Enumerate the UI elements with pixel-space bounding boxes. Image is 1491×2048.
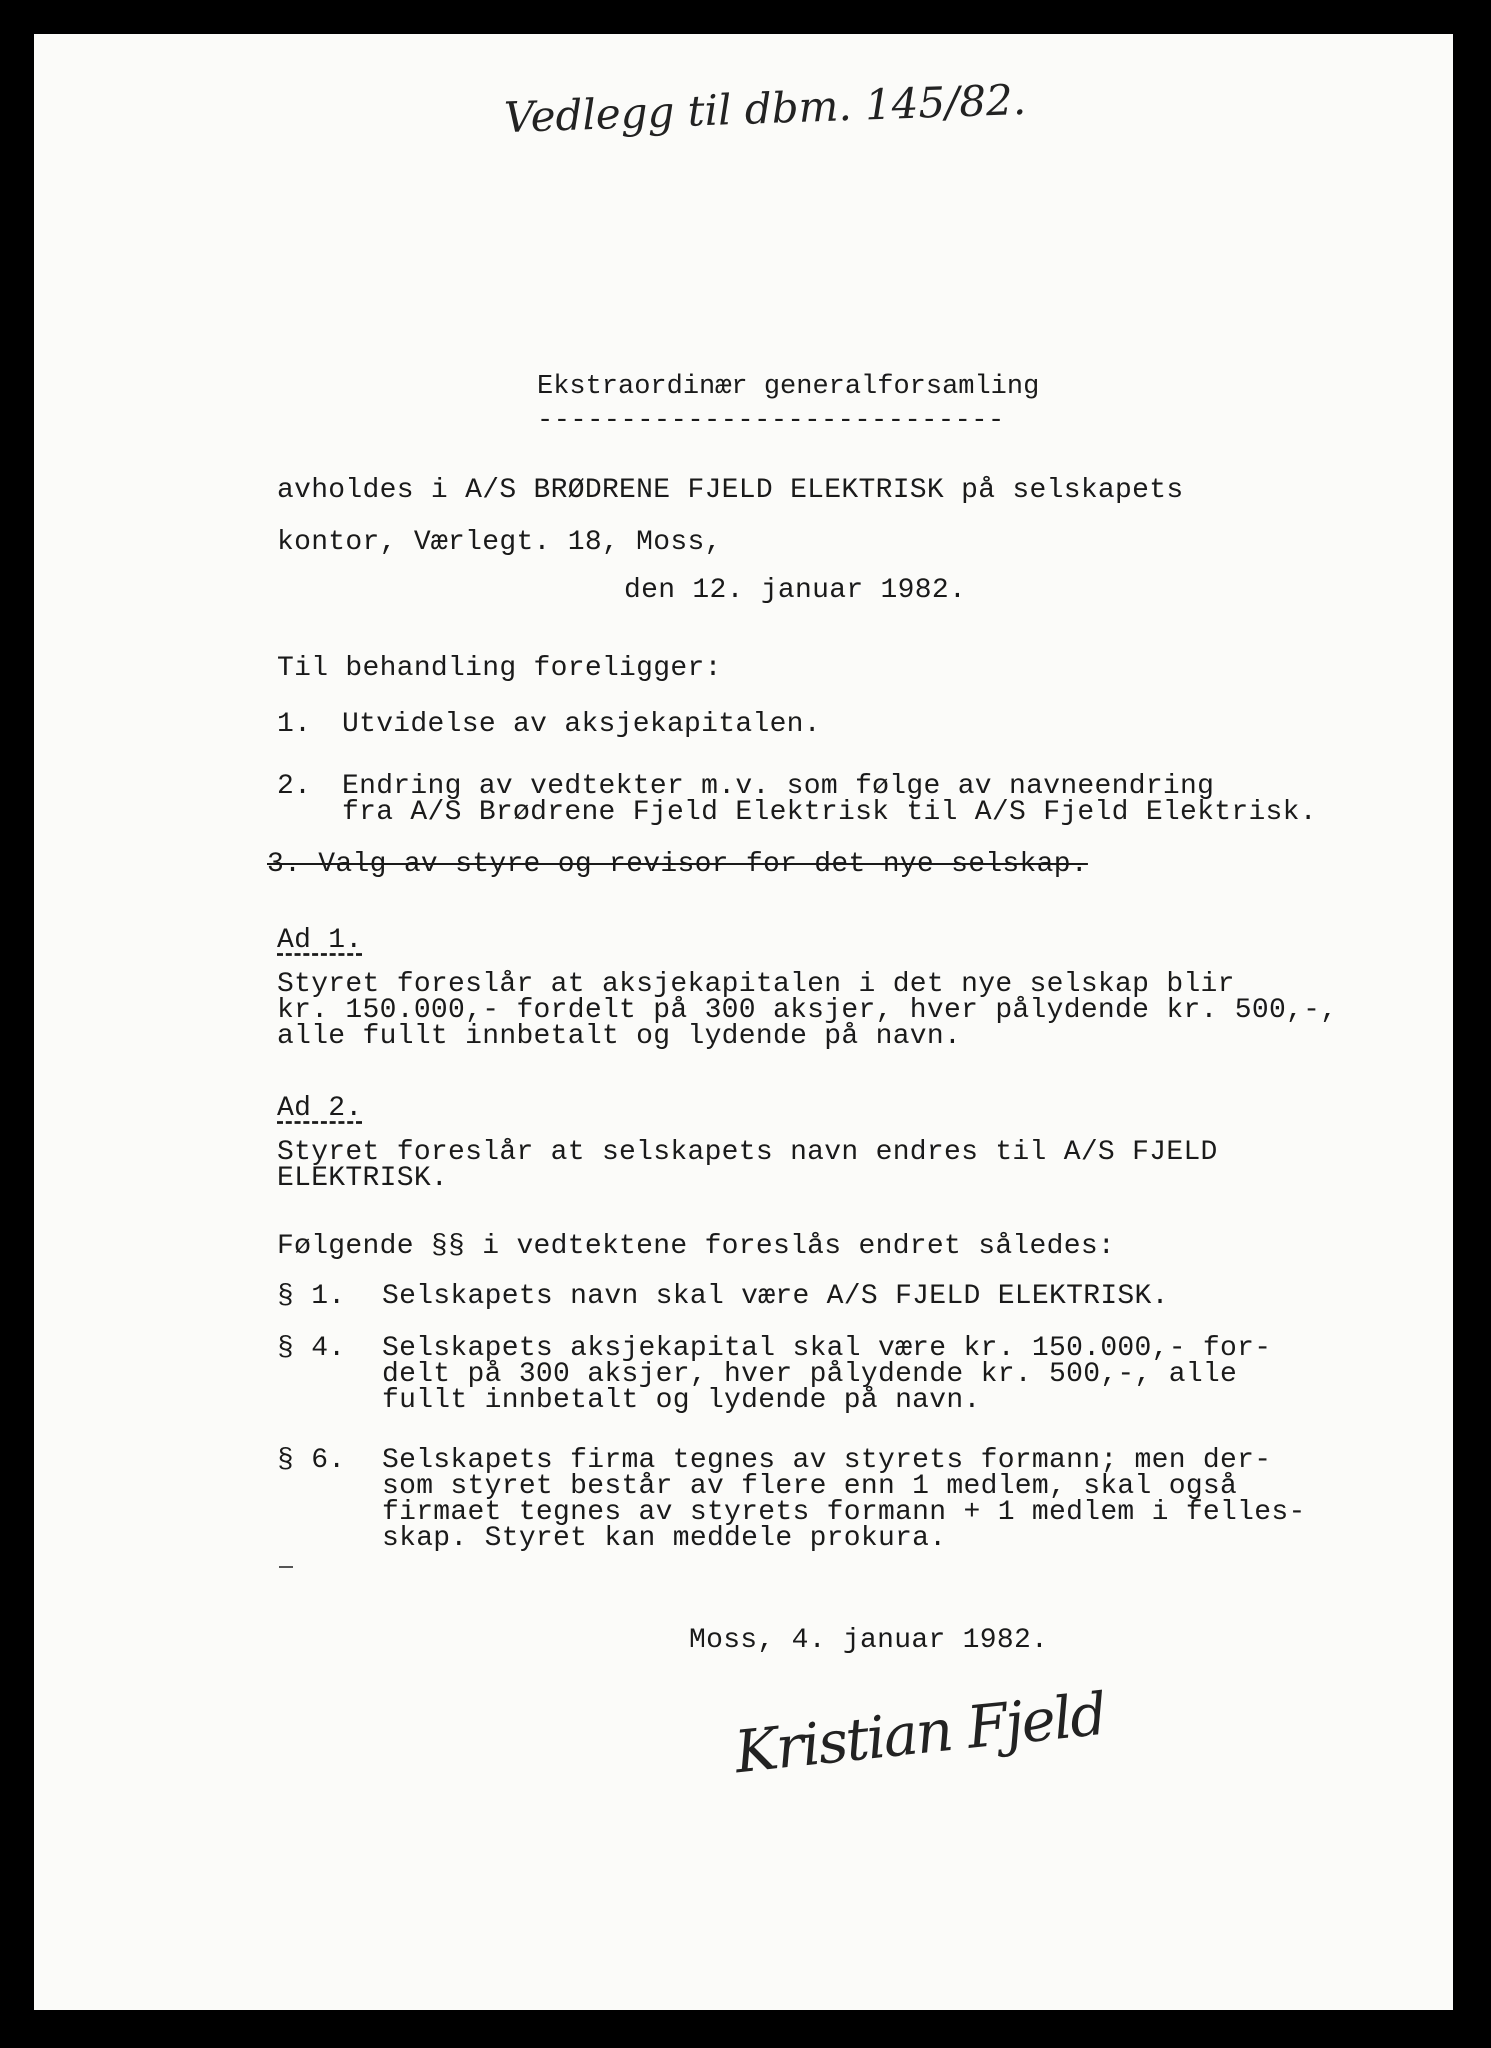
title-underline: ---------------------------- (537, 406, 1005, 436)
section-4-num: § 4. (277, 1333, 346, 1364)
agenda-item-2-num: 2. (277, 771, 312, 802)
section-6-line-2: som styret består av flere enn 1 medlem, skal også (382, 1471, 1238, 1502)
handwritten-signature: Kristian Fjeld (731, 1679, 1109, 1787)
section-4-line-1: Selskapets aksjekapital skal være kr. 150.000,- for- (382, 1333, 1272, 1364)
ad2-line-2: ELEKTRISK. (277, 1163, 449, 1194)
document-page (34, 34, 1453, 2010)
agenda-item-2-line-2: fra A/S Brødrene Fjeld Elektrisk til A/S Fjeld Elektrisk. (342, 797, 1317, 828)
ad1-line-2: kr. 150.000,- fordelt på 300 aksjer, hver pålydende kr. 500,-, (277, 995, 1338, 1026)
intro-line-1: avholdes i A/S BRØDRENE FJELD ELEKTRISK på selskapets (277, 475, 1184, 506)
ad1-line-1: Styret foreslår at aksjekapitalen i det nye selskap blir (277, 969, 1235, 1000)
sections-heading: Følgende §§ i vedtektene foreslås endret således: (277, 1231, 1116, 1262)
ad2-line-1: Styret foreslår at selskapets navn endres til A/S FJELD (277, 1137, 1218, 1168)
section-1-line-1: Selskapets navn skal være A/S FJELD ELEKTRISK. (382, 1281, 1169, 1312)
agenda-item-1-text: Utvidelse av aksjekapitalen. (342, 709, 821, 740)
section-6-line-1: Selskapets firma tegnes av styrets formann; men der- (382, 1445, 1272, 1476)
agenda-item-2-line-1: Endring av vedtekter m.v. som følge av navneendring (342, 771, 1215, 802)
agenda-item-1-num: 1. (277, 709, 312, 740)
section-6-num: § 6. (277, 1445, 346, 1476)
struck-agenda-item: 3. Valg av styre og revisor for det nye selskap. (267, 849, 1088, 880)
intro-line-2: kontor, Værlegt. 18, Moss, (277, 527, 722, 558)
document-title: Ekstraordinær generalforsamling (537, 372, 1040, 402)
agenda-heading: Til behandling foreligger: (277, 653, 722, 684)
section-6-line-4: skap. Styret kan meddele prokura. (382, 1523, 947, 1554)
section-4-line-2: delt på 300 aksjer, hver pålydende kr. 500,-, alle (382, 1359, 1238, 1390)
meeting-date: den 12. januar 1982. (624, 575, 967, 606)
ad2-heading: Ad 2. (277, 1093, 363, 1124)
ad1-heading: Ad 1. (277, 925, 363, 956)
place-and-date: Moss, 4. januar 1982. (689, 1625, 1049, 1656)
section-1-num: § 1. (277, 1281, 346, 1312)
stray-mark (279, 1566, 293, 1568)
ad1-line-3: alle fullt innbetalt og lydende på navn. (277, 1021, 962, 1052)
section-4-line-3: fullt innbetalt og lydende på navn. (382, 1385, 981, 1416)
section-6-line-3: firmaet tegnes av styrets formann + 1 medlem i felles- (382, 1497, 1306, 1528)
handwritten-annotation: Vedlegg til dbm. 145/82. (503, 74, 1027, 143)
